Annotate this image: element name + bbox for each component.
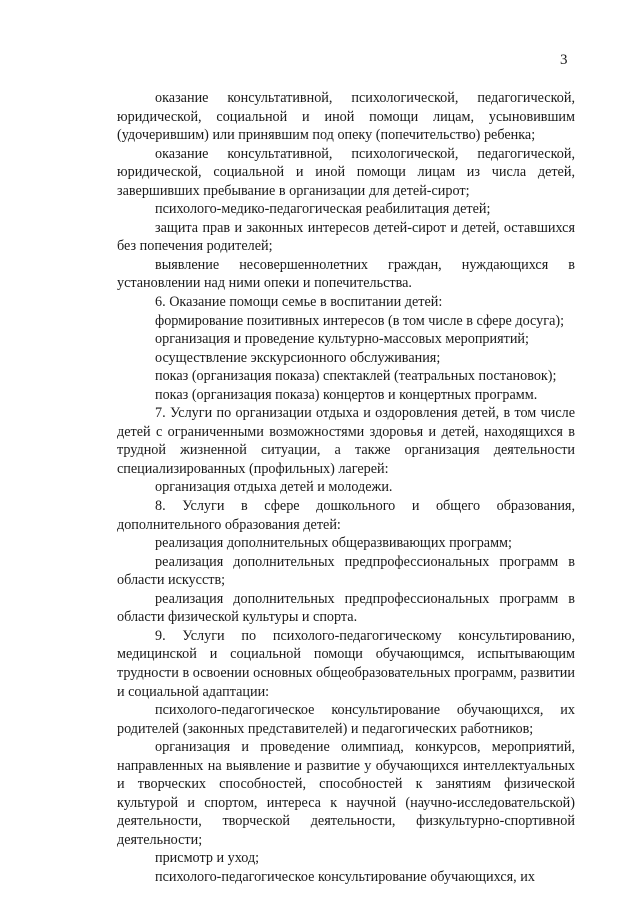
paragraph: реализация дополнительных общеразвивающих программ;: [155, 535, 512, 552]
paragraph: показ (организация показа) спектаклей (театральных постановок);: [155, 368, 557, 385]
section-heading-7: 7. Услуги по организации отдыха и оздоровления детей, в том числе детей с ограниченными возможностями здоровья и детей, находящихся в трудной жизненной ситуации, а также организация деятельности специализированных (профильных) лагерей:: [117, 405, 575, 477]
paragraph: оказание консультативной, психологической, педагогической, юридической, социальной и иной помощи лицам, усыновившим (удочерившим) или принявшим под опеку (попечительство) ребенка;: [117, 90, 575, 144]
paragraph: выявление несовершеннолетних граждан, нуждающихся в установлении над ними опеки и попечительства.: [117, 256, 575, 292]
paragraph: организация отдыха детей и молодежи.: [155, 479, 393, 496]
paragraph: психолого-педагогическое консультирование обучающихся, их родителей (законных представителей) и педагогических работников;: [117, 702, 575, 737]
paragraph: показ (организация показа) концертов и концертных программ.: [155, 386, 538, 403]
paragraph: оказание консультативной, психологической, педагогической, юридической, социальной и иной помощи лицам из числа детей, завершивших пребывание в организации для детей-сирот;: [117, 145, 575, 199]
paragraph: присмотр и уход;: [155, 850, 260, 867]
paragraph: психолого-педагогическое консультирование обучающихся, их: [155, 868, 535, 885]
paragraph: организация и проведение олимпиад, конкурсов, мероприятий, направленных на выявление и развитие у обучающихся интеллектуальных и творческих способностей, способностей к занятиям физической культурой и спортом, интереса к научной (научно-исследовательской) деятельности, творческой деятельности, физкультурно-спортивной деятельности;: [117, 739, 575, 848]
paragraph: защита прав и законных интересов детей-сирот и детей, оставшихся без попечения родителей;: [117, 219, 575, 255]
paragraph: организация и проведение культурно-массовых мероприятий;: [155, 331, 529, 348]
page-number: 3: [560, 52, 568, 68]
section-heading-6: 6. Оказание помощи семье в воспитании детей:: [155, 294, 443, 311]
document-body: [117, 89, 575, 887]
paragraph: формирование позитивных интересов (в том числе в сфере досуга);: [155, 312, 565, 329]
paragraph: осуществление экскурсионного обслуживания;: [155, 349, 441, 366]
paragraph: реализация дополнительных предпрофессиональных программ в области физической культуры и спорта.: [117, 590, 575, 626]
section-heading-8: 8. Услуги в сфере дошкольного и общего образования, дополнительного образования детей:: [117, 498, 575, 533]
section-heading-9: 9. Услуги по психолого-педагогическому консультированию, медицинской и социальной помощи обучающимся, испытывающим трудности в освоении основных общеобразовательных программ, развитии и социальной адаптации:: [117, 627, 575, 700]
paragraph: реализация дополнительных предпрофессиональных программ в области искусств;: [117, 553, 575, 589]
paragraph: психолого-медико-педагогическая реабилитация детей;: [155, 201, 491, 218]
